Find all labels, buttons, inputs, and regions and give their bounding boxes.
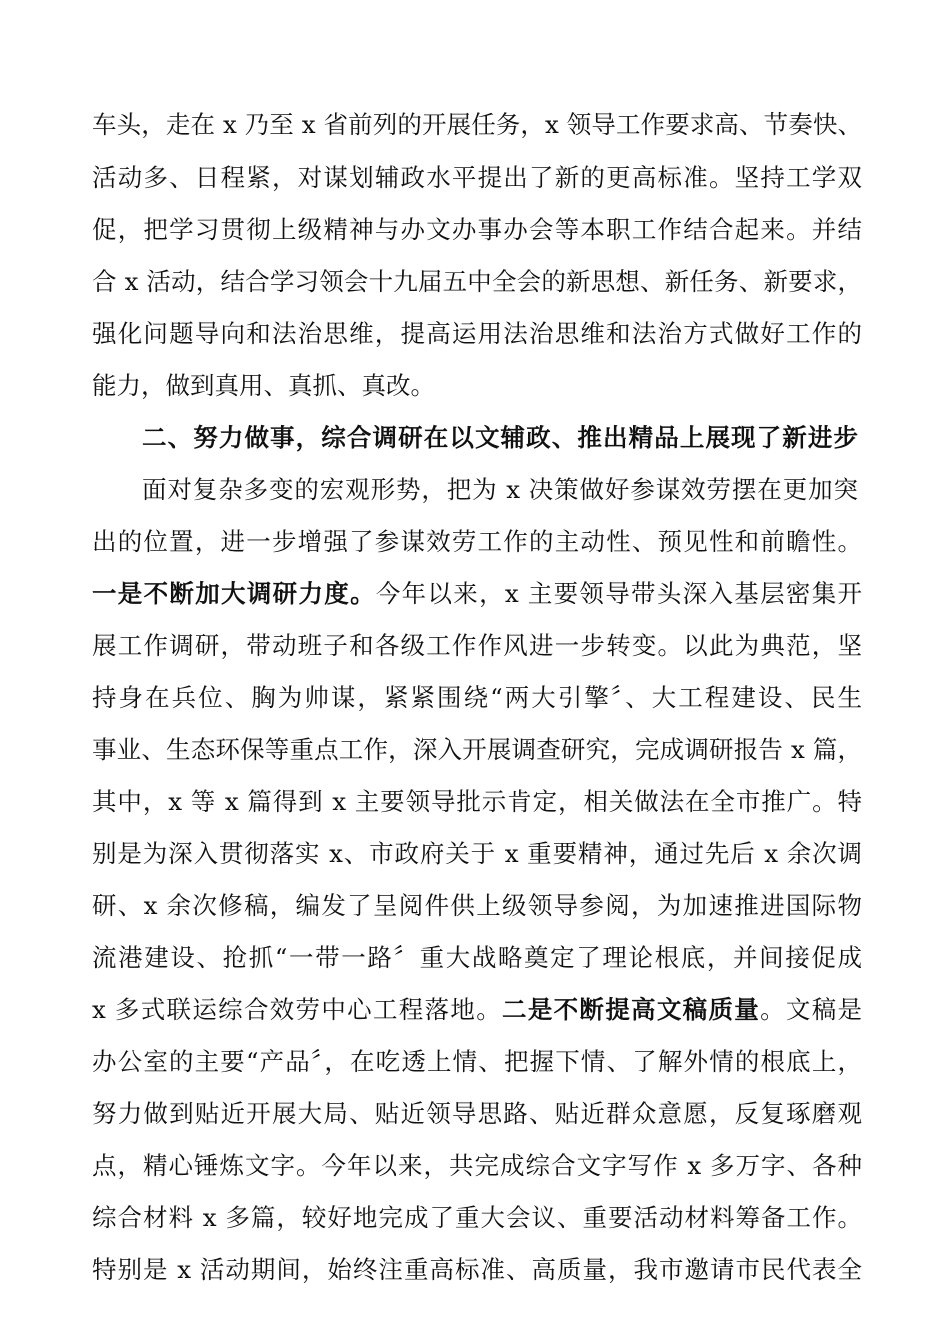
paragraph1-line-6: 能力，做到真用、真抓、真改。	[92, 371, 435, 400]
paragraph2-line-6: 事业、生态环保等重点工作，深入开展调查研究，完成调研报告 x 篇，	[92, 735, 862, 764]
section-heading: 二、努力做事，综合调研在以文辅政、推出精品上展现了新进步	[142, 423, 858, 452]
paragraph1-line-3: 促，把学习贯彻上级精神与办文办事办会等本职工作结合起来。并结	[92, 215, 862, 244]
paragraph2-line-1: 面对复杂多变的宏观形势，把为 x 决策做好参谋效劳摆在更加突	[142, 475, 858, 504]
point-two-title: 二是不断提高文稿质量	[502, 995, 761, 1024]
line-11-start: x 多式联运综合效劳中心工程落地。	[92, 995, 503, 1024]
paragraph2-line-3	[92, 574, 862, 614]
paragraph2-line-7: 其中，x 等 x 篇得到 x 主要领导批示肯定，相关做法在全市推广。特	[92, 787, 862, 816]
paragraph1-line-1: 车头，走在 x 乃至 x 省前列的开展任务，x 领导工作要求高、节奏快、	[92, 110, 862, 139]
point-one-title: 一是不断加大调研力度。	[92, 579, 376, 608]
paragraph2-line-15: 综合材料 x 多篇，较好地完成了重大会议、重要活动材料筹备工作。	[92, 1203, 862, 1232]
paragraph2-line-4: 展工作调研，带动班子和各级工作作风进一步转变。以此为典范，坚	[92, 631, 862, 660]
paragraph1-line-2: 活动多、日程紧，对谋划辅政水平提出了新的更高标准。坚持工学双	[92, 163, 862, 192]
paragraph2-line-5: 持身在兵位、胸为帅谋，紧紧围绕“两大引擎〞、大工程建设、民生	[92, 683, 862, 712]
paragraph2-line-8: 别是为深入贯彻落实 x、市政府关于 x 重要精神，通过先后 x 余次调	[92, 839, 862, 868]
paragraph2-line-14: 点，精心锤炼文字。今年以来，共完成综合文字写作 x 多万字、各种	[92, 1151, 862, 1180]
paragraph2-line-13: 努力做到贴近开展大局、贴近领导思路、贴近群众意愿，反复琢磨观	[92, 1099, 862, 1128]
paragraph1-line-5: 强化问题导向和法治思维，提高运用法治思维和法治方式做好工作的	[92, 319, 862, 348]
paragraph2-line-11	[92, 990, 862, 1030]
line-11-end: 。文稿是	[760, 995, 862, 1024]
point-one-text: 今年以来，x 主要领导带头深入基层密集开	[375, 579, 862, 608]
paragraph2-line-9: 研、x 余次修稿，编发了呈阅件供上级领导参阅，为加速推进国际物	[92, 891, 862, 920]
paragraph2-line-2: 出的位置，进一步增强了参谋效劳工作的主动性、预见性和前瞻性。	[92, 527, 862, 556]
paragraph2-line-10: 流港建设、抢抓“一带一路〞重大战略奠定了理论根底，并间接促成	[92, 943, 862, 972]
paragraph1-line-4: 合 x 活动，结合学习领会十九届五中全会的新思想、新任务、新要求，	[92, 267, 862, 296]
paragraph2-line-12: 办公室的主要“产品〞，在吃透上情、把握下情、了解外情的根底上，	[92, 1047, 862, 1076]
paragraph2-line-16: 特别是 x 活动期间，始终注重高标准、高质量，我市邀请市民代表全	[92, 1255, 862, 1284]
